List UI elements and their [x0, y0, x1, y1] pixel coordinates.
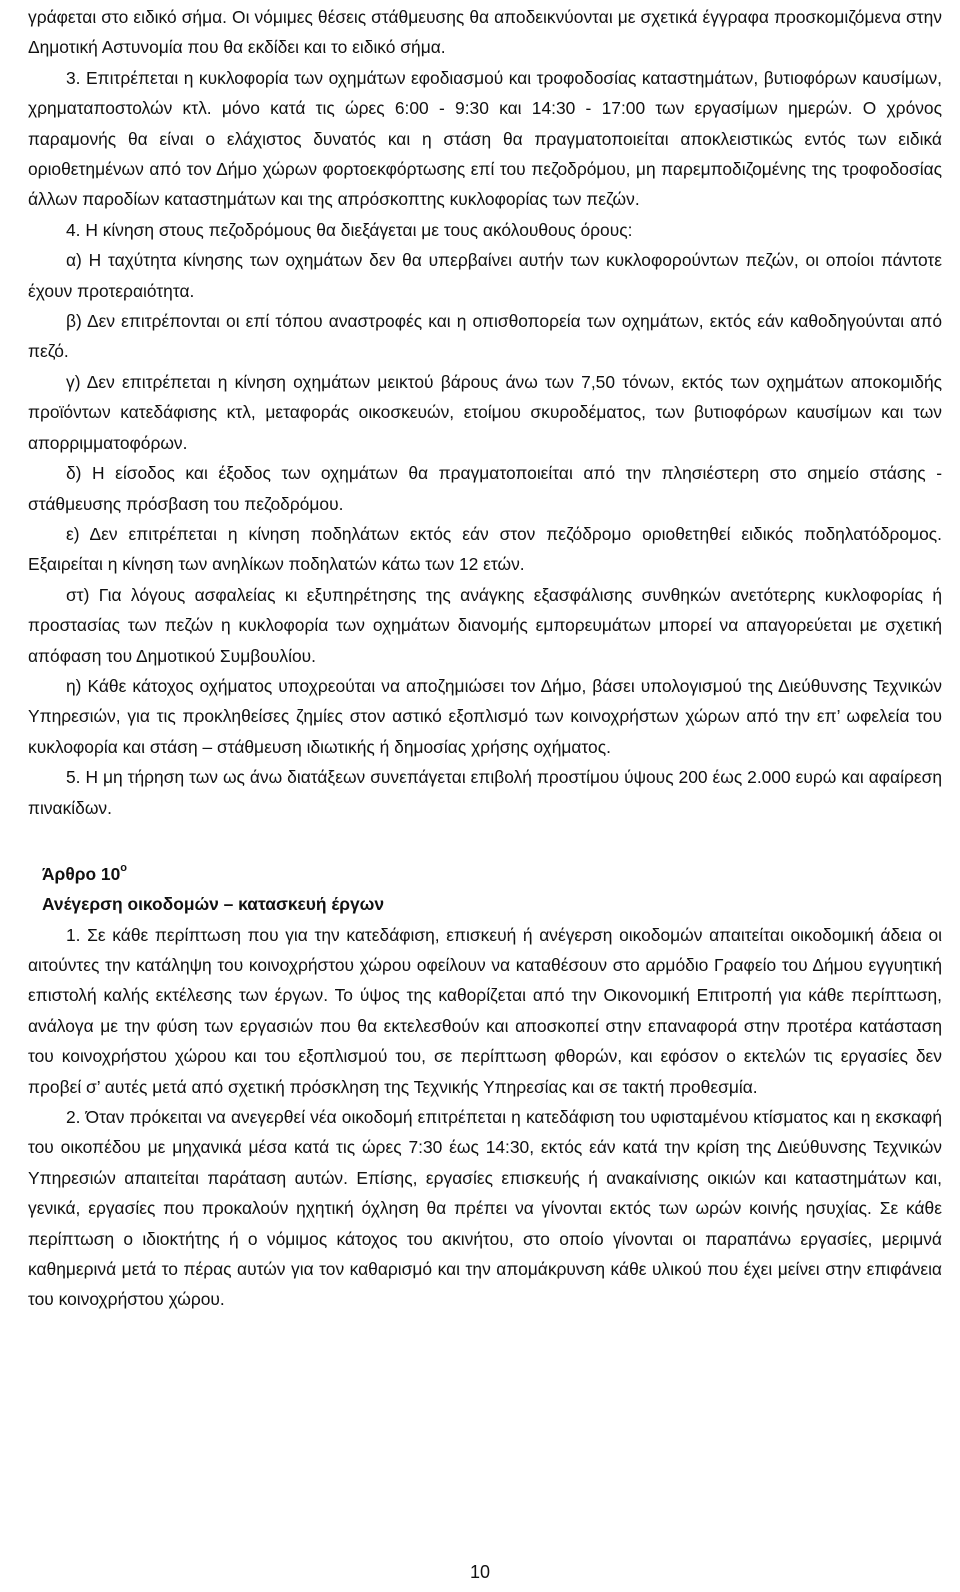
- article-title-superscript: ο: [120, 861, 128, 874]
- paragraph-item-3: 3. Επιτρέπεται η κυκλοφορία των οχημάτων εφοδιασμού και τροφοδοσίας καταστημάτων, βυτιοφόρων καυσίμων, χρηματαποστολών κτλ. μόνο κατά τις ώρες 6:00 - 9:30 και 14:30 - 17:00 των εργασίμων ημερών. Ο χρόνος παραμονής θα είναι ο ελάχιστος δυνατός και η στάση θα πραγματοποιείται αποκλειστικώς εντός των ειδικά οριοθετημένων από τον Δήμο χώρων φορτοεκφόρτωσης επί του πεζοδρόμου, μη παρεμποδιζομένης της τροφοδοσίας άλλων παροδίων καταστημάτων και της απρόσκοπτης κυκλοφορίας των πεζών.: [28, 67, 942, 210]
- paragraph-item-4d: δ) Η είσοδος και έξοδος των οχημάτων θα πραγματοποιείται από την πλησιέστερη στο σημείο στάσης - στάθμευσης πρόσβαση του πεζοδρόμου.: [28, 463, 942, 514]
- section-spacer: [28, 823, 942, 855]
- paragraph-item-4e: ε) Δεν επιτρέπεται η κίνηση ποδηλάτων εκτός εάν στον πεζόδρομο οριοθετηθεί ειδικός ποδηλατόδρομος. Εξαιρείται η κίνηση των ανηλίκων ποδηλατών κάτω των 12 ετών.: [28, 523, 942, 575]
- article-paragraph-1: 1. Σε κάθε περίπτωση που για την κατεδάφιση, επισκευή ή ανέγερση οικοδομών απαιτείται οικοδομική άδεια οι αιτούντες την κατάληψη του κοινοχρήστου χώρου οφείλουν να καταθέσουν στο αρμόδιο Γραφείο του Δήμου εγγυητική επιστολή καλής εκτέλεσης των έργων. Το ύψος της καθορίζεται από την Οικονομική Επιτροπή για κάθε περίπτωση, ανάλογα με την φύση των εργασιών που θα εκτελεσθούν και αποσκοπεί στην επαναφορά στην προτέρα κατάσταση του κοινοχρήστου χώρου και του εξοπλισμού του, σε περίπτωση φθορών, και εφόσον ο εκτελών τις εργασίες δεν προβεί σ’ αυτές μετά από σχετική πρόσκληση της Τεχνικής Υπηρεσίας και σε τακτή προθεσμία.: [28, 924, 942, 1097]
- article-subtitle: Ανέγερση οικοδομών – κατασκευή έργων: [42, 894, 385, 915]
- article-title-text: Άρθρο 10: [42, 863, 121, 884]
- paragraph-item-4: 4. Η κίνηση στους πεζοδρόμους θα διεξάγεται με τους ακόλουθους όρους:: [66, 219, 633, 240]
- paragraph-item-5: 5. Η μη τήρηση των ως άνω διατάξεων συνεπάγεται επιβολή προστίμου ύψους 200 έως 2.000 ευρώ και αφαίρεση πινακίδων.: [28, 767, 942, 818]
- paragraph-item-4f: στ) Για λόγους ασφαλείας κι εξυπηρέτησης της ανάγκης εξασφάλισης συνθηκών ανετότερης κυκλοφορίας ή προστασίας των πεζών η κυκλοφορία των οχημάτων διανομής εμπορευμάτων μπορεί να απαγορεύεται με σχετική απόφαση του Δημοτικού Συμβουλίου.: [28, 584, 942, 666]
- article-title: [28, 855, 942, 889]
- page-number: 10: [469, 1562, 491, 1582]
- paragraph-item-4c: γ) Δεν επιτρέπεται η κίνηση οχημάτων μεικτού βάρους άνω των 7,50 τόνων, εκτός των οχημάτων αποκομιδής προϊόντων κατεδάφισης κτλ, μεταφοράς οικοσκευών, ετοίμου σκυροδέματος, των βυτιοφόρων καυσίμων και των απορριμματοφόρων.: [28, 371, 942, 453]
- paragraph-item-4b: β) Δεν επιτρέπονται οι επί τόπου αναστροφές και η οπισθοπορεία των οχημάτων, εκτός εάν καθοδηγούνται από πεζό.: [28, 311, 942, 362]
- document-page: [28, 2, 942, 1315]
- paragraph-item-4h: η) Κάθε κάτοχος οχήματος υποχρεούται να αποζημιώσει τον Δήμο, βάσει υπολογισμού της Διεύθυνσης Τεχνικών Υπηρεσιών, για τις προκληθείσες ζημίες στον αστικό εξοπλισμό των κοινοχρήστων χώρων από την επ’ ωφελεία του κυκλοφορία και στάση – στάθμευση ιδιωτικής ή δημοσίας χρήσης οχήματος.: [28, 675, 942, 757]
- paragraph-continued: γράφεται στο ειδικό σήμα. Οι νόμιμες θέσεις στάθμευσης θα αποδεικνύονται με σχετικά έγγραφα προσκομιζόμενα στην Δημοτική Αστυνομία που θα εκδίδει και το ειδικό σήμα.: [28, 7, 942, 58]
- article-paragraph-2: 2. Όταν πρόκειται να ανεγερθεί νέα οικοδομή επιτρέπεται η κατεδάφιση του υφισταμένου κτίσματος και η εκσκαφή του οικοπέδου με μηχανικά μέσα κατά τις ώρες 7:30 έως 14:30, εκτός εάν κατά την κρίση της Διεύθυνσης Τεχνικών Υπηρεσιών απαιτείται παράταση αυτών. Επίσης, εργασίες επισκευής ή ανακαίνισης οικιών και καταστημάτων και, γενικά, εργασίες που προκαλούν ηχητική όχληση θα πρέπει να γίνονται εκτός των ωρών κοινής ησυχίας. Σε κάθε περίπτωση ο ιδιοκτήτης ή ο νόμιμος κάτοχος του ακινήτου, στο οποίο γίνονται οι παραπάνω εργασίες, μεριμνά καθημερινά μετά το πέρας αυτών για τον καθαρισμό και την απομάκρυνση κάθε υλικού που έχει μείνει στην επιφάνεια του κοινοχρήστου χώρου.: [28, 1107, 942, 1310]
- paragraph-item-4a: α) Η ταχύτητα κίνησης των οχημάτων δεν θα υπερβαίνει αυτήν των κυκλοφορούντων πεζών, οι οποίοι πάντοτε έχουν προτεραιότητα.: [28, 250, 942, 301]
